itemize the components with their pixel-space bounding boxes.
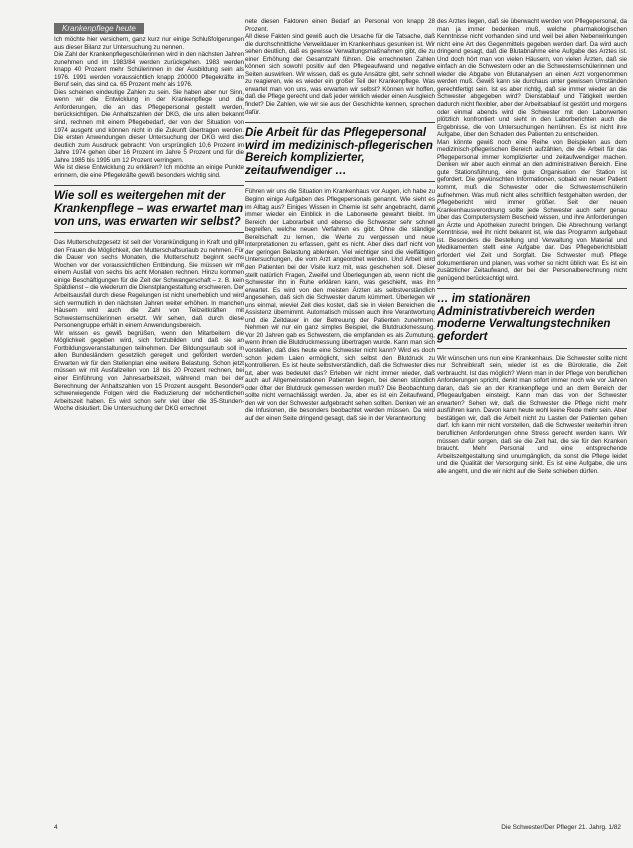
paragraph: Man könnte gewiß noch eine Reihe von Beispielen aus dem medizinisch-pflegerischen Bereich aufzählen, die die Arbeit für das Pflegepersonal immer komplizierter und zeitaufwendiger machen. Denken wir aber auch einmal an den administrativen Bereich. Eine gute Stationsführung, eine gute Organisation der Station ist gefordert. Die gewünschten Informationen, sobald ein neuer Patient kommt, muß die Schwester oder die Schwesternschülerin aufnehmen. Was muß nicht alles schriftlich festgehalten werden, der Pflegebericht wird immer größer. Seit der neuen Krankenhausverordnung sollte jede Schwester auch sehr genau über das Computersystem Bescheid wissen, und ihre Anforderungen an Ärzte und Apotheken zurecht bringen. Die Abrechnung verlangt Kenntnisse, weil ihr nicht bekannt ist, wie das Programm aufgebaut ist. Besonders die Bestellung und Verwaltung von Material und Medikamenten stellt eine Aufgabe dar. Das Pflegeberichtsblatt erfordert viel Zeit und Sorgfalt. Die Schwester muß Pflege dokumentieren und planen, was vorher so nicht üblich war. Es ist ein zusätzlicher Zeitaufwand, der bei der Personalberechnung nicht genügend berücksichtigt wird. [437, 138, 627, 282]
page-number: 4 [54, 824, 58, 831]
column-right [437, 18, 627, 475]
subheading: Die Arbeit für das Pflegepersonal wird im medizinisch-pflegerischen Bereich komplizierter, zeitaufwendiger … [245, 122, 435, 182]
paragraph: Wir wissen es gewiß begrüßen, wenn den Mitarbeitern die Möglichkeit gegeben wird, sich fortzubilden und daß sie an Fortbildungsveranstaltungen teilnehmen. Der Bildungsurlaub soll in allen Bundesländern gesetzlich geregelt und gefördert werden. Erwarten wir für den Stellenplan eine weitere Belastung. Schon jetzt müssen wir mit Ausfallzeiten von 18 bis 20 Prozent rechnen, bei einer Einführung von Jahresarbeitszeit, während man bei der Berechnung der Anhaltszahlen von 15 Prozent ausgeht. Besonders schwerwiegende Folgen wird die Reduzierung der wöchentlichen Arbeitszeit haben. Es wird schon sehr viel über die 35-Stunden-Woche diskutiert. Die Untersuchung der DKG errechnet [54, 329, 244, 413]
column-middle [245, 18, 435, 422]
paragraph: Wie ist diese Entwicklung zu erklären? Ich möchte an einige Punkte erinnern, die eine Pflegekräfte gewiß besonders wichtig sind. [54, 164, 244, 179]
paragraph: Wir wünschen uns nun eine Krankenhaus. Die Schwester sollte nicht nur Schreibkraft sein, wieder ist es die Bürokratie, die Zeit verbraucht. Ist das möglich? Wenn man in der Pflege von beruflichen Anforderungen spricht, denkt man sofort immer noch wie vor Jahren daran, daß sie an der Krankenpflege und an dem Bereich der Pflegeaufgaben einsteigt. Kann man das von der Schwester erwarten? Sehen wir, daß die Schwester die Pflege nicht mehr ausführen kann. Davon kann heute wohl keine Rede mehr sein. Aber bestätigen wir, daß die Arbeit nicht zu Lasten der Patienten gehen darf. Ich kann mir nicht vorstellen, daß die Schwester weiterhin ihren beruflichen Anforderungen ohne Stress gerecht werden kann. Wir müssen dafür sorgen, daß sie die Zeit hat, die sie für den Kranken braucht. Mehr Personal und eine entsprechende Arbeitszeitgestaltung sind unumgänglich, da sonst die Pflege leidet und die Qualität der Versorgung sinkt. Es ist eine Aufgabe, die uns alle angeht, und die wir nicht auf die Seite schieben dürfen. [437, 354, 627, 475]
paragraph: des Arztes liegen, daß sie überwacht werden von Pflegepersonal, da man ja immer bedenken muß, welche pharmakologischen Kenntnisse nicht vorhanden sind und weil bei allen Nebenwirkungen nicht eine Art des Gegenmittels gegeben werden darf. Da wird auch dringend gesagt, daß die Blutabnahme eine Aufgabe des Arztes ist. Und doch hört man von vielen Häusern, von vielen Ärzten, daß sie einfach an die Schwestern oder an die Schwesternschülerinnen und wieder die Abgabe von Blutanalysen an einen Arzt vorgenommen werden muß. Gewiß kann sie durchaus unter gewissen Umständen gerechtfertigt sein. Ist es aber richtig, daß sie immer wieder an die Schwester abgegeben wird? Dienstablauf und Tätigkeit werden dadurch nicht flexibler, aber der Arbeitsablauf ist gestört und morgens oder einmal abends wird die Schwester mit den Laborwerten plötzlich konfrontiert und sieht in den Laborberichten auch die Ergebnisse, die von Untersuchungen herrühren. Es ist nicht ihre Aufgabe, über den Schaden des Patienten zu entscheiden. [437, 18, 628, 139]
paragraph: All diese Fakten sind gewiß auch die Ursache für die Tatsache, daß die durchschnittliche Verweildauer im Krankenhaus gesunken ist. Wir sehen deutlich, daß es gewisse Verwaltungsmaßnahmen gibt, die zu einer Erhöhung der Gesamtzahl führen. Die errechneten Zahlen können sich sowohl positiv auf den Pflegeaufwand und negative Seiten auswirken. Wir wissen, daß es gute Ansätze gibt, sehr schnell zu reagieren, wie es wieder ein großer Teil der Krankenpflege. Was erwartet man von uns, was erwarten wir selbst? Können wir hoffen, daß die Pflege gerecht und daß jeder wirklich wieder einen Ausgleich findet? Die Zahlen, wie wir sie aus der Geschichte kennen, sprechen dafür. [245, 33, 435, 116]
subheading: … im stationären Administrativbereich werden moderne Verwaltungstechniken gefordert [437, 288, 627, 348]
column-left [54, 18, 244, 413]
paragraph: Das Mutterschutzgesetz ist seit der Vorankündigung in Kraft und gibt den Frauen die Möglichkeit, den Mutterschaftsurlaub zu nehmen. Für die Dauer von sechs Monaten, die Mutterschutz beginnt sechs Wochen vor der voraussichtlichen Entbindung. Sie müssen wir mit einem Ausfall von sechs bis acht Monaten rechnen. Hinzu kommen einige Beschäftigungen für die Zeit der Schwangerschaft – z. B. kein Spätdienst – die wiederum die Dienstplangestaltung erschweren. Der Arbeitsausfall durch diese Regelungen ist nicht unerheblich und wird sich vermutlich in den nächsten Jahren weiter erhöhen. In manchen Häusern wird auch die Zahl von Teilzeitkräften mit Schwesternschülerinnen ersetzt. Wir sehen, daß durch diese Personengruppe erhält in einem Anwendungsbereich. [54, 239, 244, 330]
paragraph: Dies scheinen eindeutige Zahlen zu sein. Sie haben aber nur Sinn, wenn wir die Entwicklung in der Krankenpflege und die Anforderungen, die an das Pflegepersonal gestellt werden, berücksichtigen. Die Anhaltszahlen der DKG, die uns allen bekannt sind, rechnen mit einem Pflegebedarf, der von der Situation von 1974 ausgeht und können nicht in die Zukunft übertragen werden. Die ersten Anwendungen dieser Untersuchung der DKG wird dies deutlich zum Ausdruck gebracht: Von ursprünglich 10,6 Prozent im Jahre 1974 gehen über 16 Prozent im Jahre 5 Prozent und für die Jahre 1985 bis 1995 um 12 Prozent verringern. [54, 88, 244, 164]
paragraph: Ich möchte hier versichern, ganz kurz nur einige Schlußfolgerungen aus dieser Bilanz zur Untersuchung zu nennen. [54, 36, 244, 51]
paragraph: Führen wir uns die Situation im Krankenhaus vor Augen, ich habe zu Beginn einige Aufgaben des Pflegepersonals genannt. Wie sieht es im Alltag aus? Einiges Wissen in Chemie ist sehr angebracht, damit immer wieder ein Einblick in die Laborwerte gewahrt bleibt. Im Bereich der Laborarbeit und ebenso die Schwester sehr schnell begreifen, welche neuen Verfahren es gibt. Ohne die ständige Bereitschaft zu lernen, die Werte zu vergessen und neue Interpretationen zu erfassen, geht es nicht. Aber dies darf nicht von der geringen Belastung ablenken. Viel wichtiger sind die vielfältigen Untersuchungen, die vom Arzt angeordnet werden. Und Arbeit wird den Patienten bei der Visite kurz mit, was geschehen soll. Dieser stellt natürlich Fragen, Zweifel und Überlegungen ab, wenn nicht die Schwester ihn in Ruhe erklären kann, was geschieht, was ihn erwartet. Es wird von den meisten Ärzten als selbstverständlich angesehen, daß sich die Schwester darum kümmert. Überlegen wir uns einmal, wieviel Zeit dies kostet, daß sie in vielen Bereichen die Assistenz übernimmt. Automatisch müssen auch ihre Verantwortung und die Zeitdauer in der Betreuung der Patienten zunehmen. Nehmen wir nur ein ganz simples Beispiel, die Blutdruckmessung. Vor 20 Jahren gab es Schwestern, die empfanden es als Zumutung, wenn ihnen die Blutdruckmessung übertragen wurde. Kann man sich vorstellen, daß dies heute eine Schwester nicht kann? Wird es doch schon jedem Laien ermöglicht, sich selbst den Blutdruck zu kontrollieren. Es ist heute selbstverständlich, daß die Schwester dies tut, aber was bedeutet das? Erleben wir nicht immer wieder, daß auch auf Allgemeinstationen Patienten liegen, bei denen stündlich oder öfter der Blutdruck gemessen werden muß? Die Beobachtung sollte nicht vernachlässigt werden. Ja, aber es ist ein Zeitaufwand, den wir von der Schwester aufgebracht sehen sollten. Denken wir an die Infusionen, die besonders beobachtet werden müssen. Da wird auf der einen Seite dringend gesagt, daß sie in der Verantwortung [245, 188, 435, 422]
subheading: Wie soll es weitergehen mit der Krankenpflege – was erwartet man von uns, was erwarten wir selbst? [54, 185, 244, 233]
paragraph: nete diesen Faktoren einen Bedarf an Personal von knapp 28 Prozent. [245, 18, 435, 33]
paragraph: Die Zahl der Krankenpflegeschülerinnen wird in den nächsten Jahren zunehmen und im 1983/84 werden zurückgehen. 1983 werden knapp 40 Prozent mehr Schülerinnen in der Ausbildung sein als 1976. 1991 werden voraussichtlich knapp 200000 Pflegekräfte im Beruf sein, das sind ca. 65 Prozent mehr als 1976. [54, 51, 244, 89]
section-rubric: Krankenpflege heute [54, 23, 144, 34]
running-footer: Die Schwester/Der Pfleger 21. Jahrg. 1/82 [501, 824, 621, 831]
